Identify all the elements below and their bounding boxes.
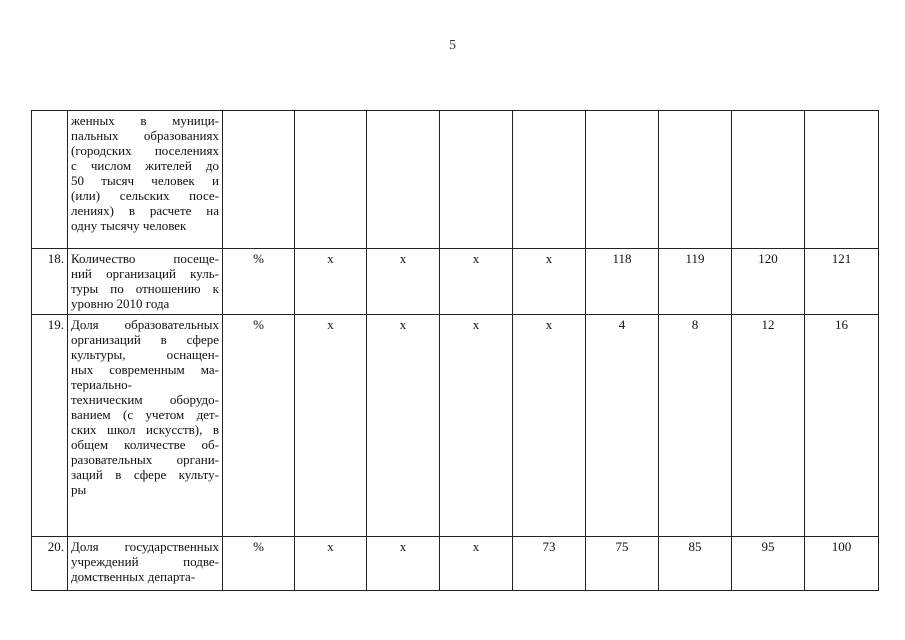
indicator-name-cell: [68, 315, 223, 537]
table-row: [32, 249, 879, 315]
value-cell: 118: [586, 249, 659, 315]
value-cell: 4: [586, 315, 659, 537]
indicator-name-line: культуры, оснащен-: [71, 347, 219, 362]
indicator-name-line: (или) сельских посе-: [71, 188, 219, 203]
value-cell: 100: [805, 537, 879, 591]
value-cell: 120: [732, 249, 805, 315]
unit-cell: %: [223, 537, 295, 591]
value-cell: x: [295, 537, 367, 591]
value-cell: x: [367, 249, 440, 315]
table-body: [32, 111, 879, 591]
value-cell: 95: [732, 537, 805, 591]
table-row: [32, 111, 879, 249]
value-cell: 121: [805, 249, 879, 315]
indicator-name-line: (городских поселениях: [71, 143, 219, 158]
value-cell: [659, 111, 732, 249]
indicator-name-line: ских школ искусств), в: [71, 422, 219, 437]
page-number: 5: [449, 38, 456, 53]
indicator-name-line: с числом жителей до: [71, 158, 219, 173]
indicator-name-line: Доля образовательных: [71, 317, 219, 332]
indicator-name-cell: [68, 111, 223, 249]
indicator-name-line: одну тысячу человек: [71, 218, 187, 233]
indicator-name-line: разовательных органи-: [71, 452, 219, 467]
value-cell: [367, 111, 440, 249]
value-cell: x: [295, 249, 367, 315]
unit-cell: %: [223, 249, 295, 315]
table-row: [32, 537, 879, 591]
value-cell: x: [440, 537, 513, 591]
indicator-name-line: ний организаций куль-: [71, 266, 219, 281]
value-cell: x: [367, 537, 440, 591]
indicator-name-line: ванием (с учетом дет-: [71, 407, 219, 422]
value-cell: 8: [659, 315, 732, 537]
indicator-name-line: ры: [71, 482, 87, 497]
indicator-name-cell: [68, 249, 223, 315]
value-cell: 73: [513, 537, 586, 591]
indicator-name-line: лениях) в расчете на: [71, 203, 219, 218]
value-cell: x: [440, 315, 513, 537]
value-cell: 12: [732, 315, 805, 537]
indicator-name-line: домственных департа-: [71, 569, 196, 584]
unit-cell: [223, 111, 295, 249]
value-cell: [513, 111, 586, 249]
indicator-name-line: туры по отношению к: [71, 281, 219, 296]
value-cell: 75: [586, 537, 659, 591]
value-cell: x: [295, 315, 367, 537]
value-cell: [440, 111, 513, 249]
value-cell: x: [513, 315, 586, 537]
value-cell: [295, 111, 367, 249]
value-cell: 85: [659, 537, 732, 591]
value-cell: 16: [805, 315, 879, 537]
indicator-name-line: 50 тысяч человек и: [71, 173, 219, 188]
indicator-name-line: организаций в сфере: [71, 332, 219, 347]
value-cell: [805, 111, 879, 249]
indicator-name-line: общем количестве об-: [71, 437, 219, 452]
indicator-name-line: заций в сфере культу-: [71, 467, 219, 482]
value-cell: x: [440, 249, 513, 315]
indicator-name-line: уровню 2010 года: [71, 296, 170, 311]
row-number-cell: 19.: [32, 315, 68, 537]
indicator-name-line: Доля государственных: [71, 539, 219, 554]
indicator-name-line: териально-: [71, 377, 132, 392]
indicator-name-line: техническим оборудо-: [71, 392, 219, 407]
value-cell: 119: [659, 249, 732, 315]
value-cell: x: [367, 315, 440, 537]
row-number-cell: 20.: [32, 537, 68, 591]
indicator-name-cell: [68, 537, 223, 591]
row-number-cell: 18.: [32, 249, 68, 315]
value-cell: x: [513, 249, 586, 315]
indicator-name-line: женных в муници-: [71, 113, 219, 128]
indicator-name-line: учреждений подве-: [71, 554, 219, 569]
indicator-name-line: ных современным ма-: [71, 362, 219, 377]
row-number-cell: [32, 111, 68, 249]
table-row: [32, 315, 879, 537]
indicator-name-line: Количество посеще-: [71, 251, 219, 266]
indicators-table: [31, 110, 879, 591]
value-cell: [586, 111, 659, 249]
unit-cell: %: [223, 315, 295, 537]
value-cell: [732, 111, 805, 249]
indicator-name-line: пальных образованиях: [71, 128, 219, 143]
